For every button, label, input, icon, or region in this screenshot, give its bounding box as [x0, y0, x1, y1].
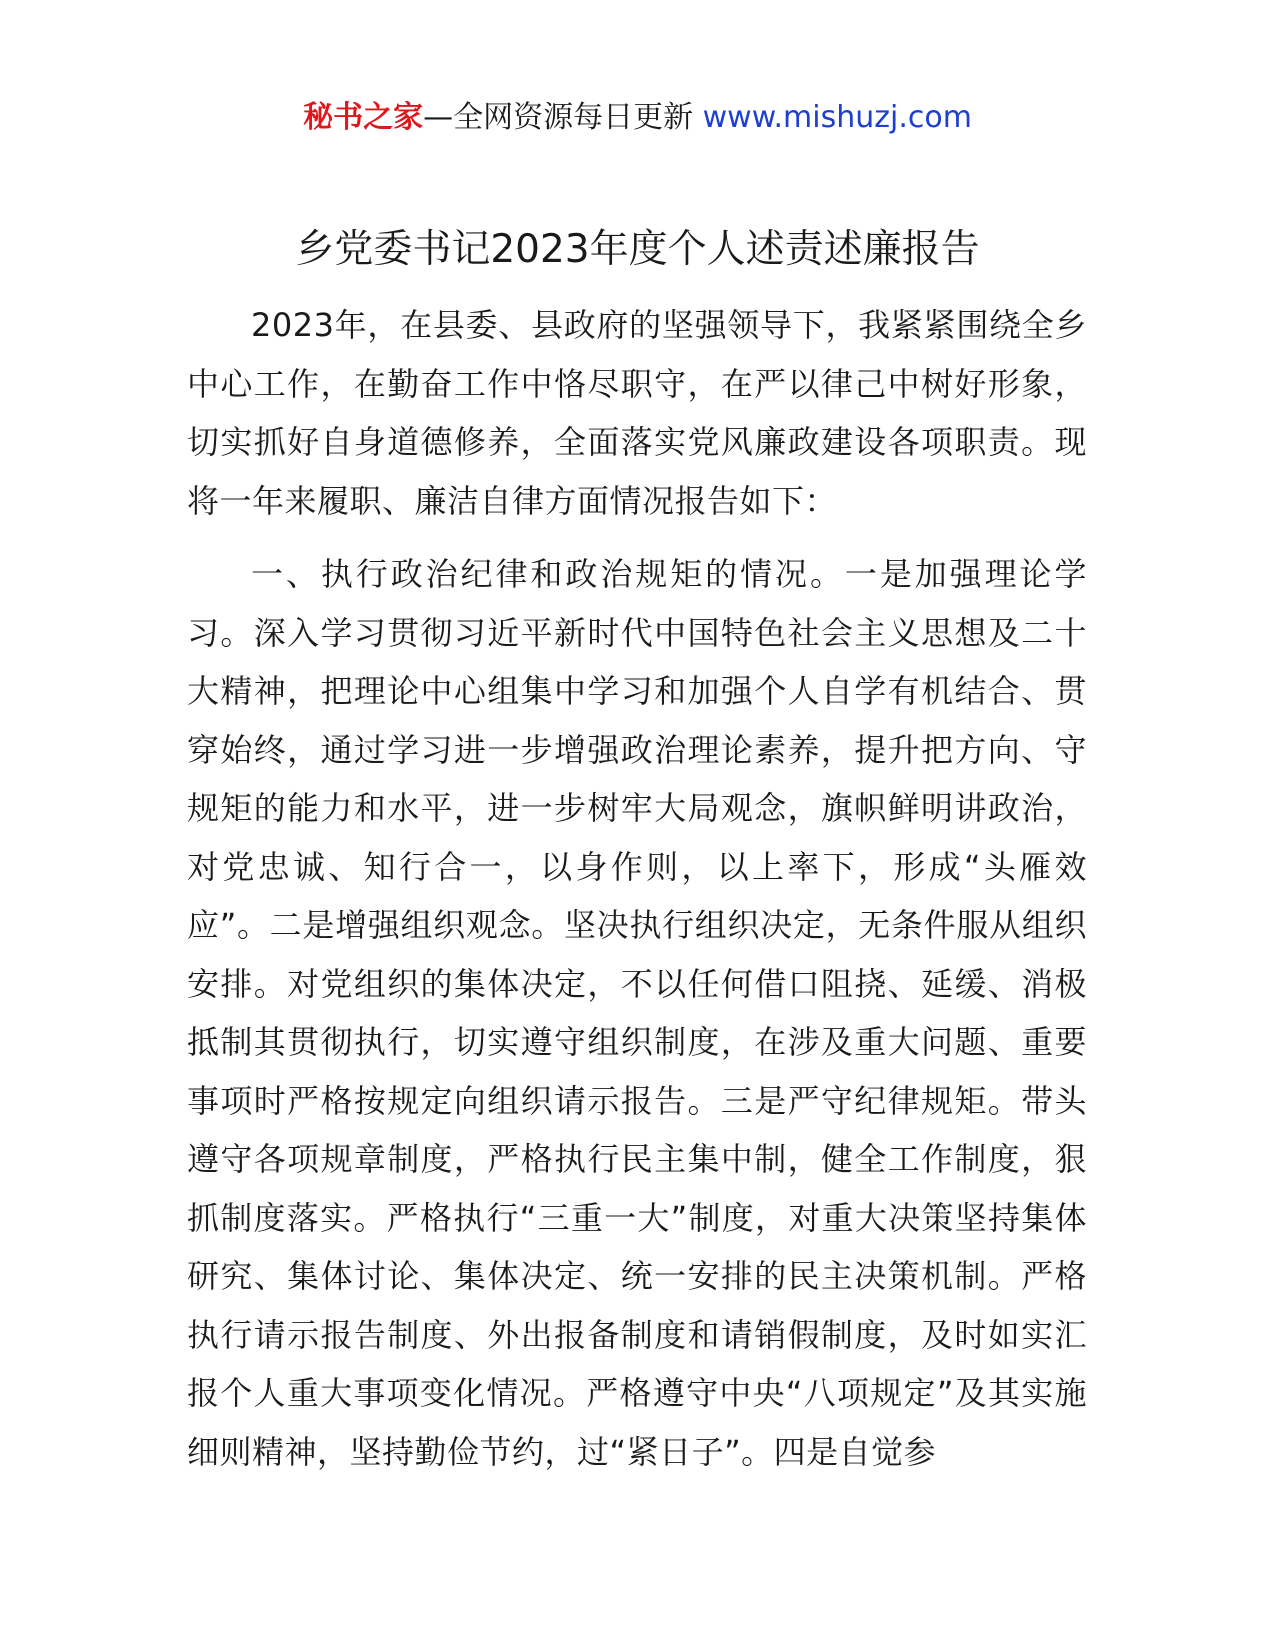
- site-brand: 秘书之家: [303, 100, 424, 135]
- site-tagline: —全网资源每日更新: [423, 100, 703, 135]
- site-url-link[interactable]: www.mishuzj.com: [702, 100, 972, 135]
- document-title: 乡党委书记2023年度个人述责述廉报告: [295, 227, 980, 272]
- site-header: [0, 98, 1275, 138]
- paragraph-intro: 2023年，在县委、县政府的坚强领导下，我紧紧围绕全乡中心工作，在勤奋工作中恪尽职守，在严以律己中树好形象，切实抓好自身道德修养，全面落实党风廉政建设各项职责。现将一年来履职、廉洁自律方面情况报告如下：: [187, 306, 1087, 520]
- document-body: [187, 296, 1087, 1481]
- paragraph-section-1: 一、执行政治纪律和政治规矩的情况。一是加强理论学习。深入学习贯彻习近平新时代中国特色社会主义思想及二十大精神，把理论中心组集中学习和加强个人自学有机结合、贯穿始终，通过学习进一步增强政治理论素养，提升把方向、守规矩的能力和水平，进一步树牢大局观念，旗帜鲜明讲政治，对党忠诚、知行合一，以身作则，以上率下，形成“头雁效应”。二是增强组织观念。坚决执行组织决定，无条件服从组织安排。对党组织的集体决定，不以任何借口阻挠、延缓、消极抵制其贯彻执行，切实遵守组织制度，在涉及重大问题、重要事项时严格按规定向组织请示报告。三是严守纪律规矩。带头遵守各项规章制度，严格执行民主集中制，健全工作制度，狠抓制度落实。严格执行“三重一大”制度，对重大决策坚持集体研究、集体讨论、集体决定、统一安排的民主决策机制。严格执行请示报告制度、外出报备制度和请销假制度，及时如实汇报个人重大事项变化情况。严格遵守中央“八项规定”及其实施细则精神，坚持勤俭节约，过“紧日子”。四是自觉参: [187, 555, 1087, 1471]
